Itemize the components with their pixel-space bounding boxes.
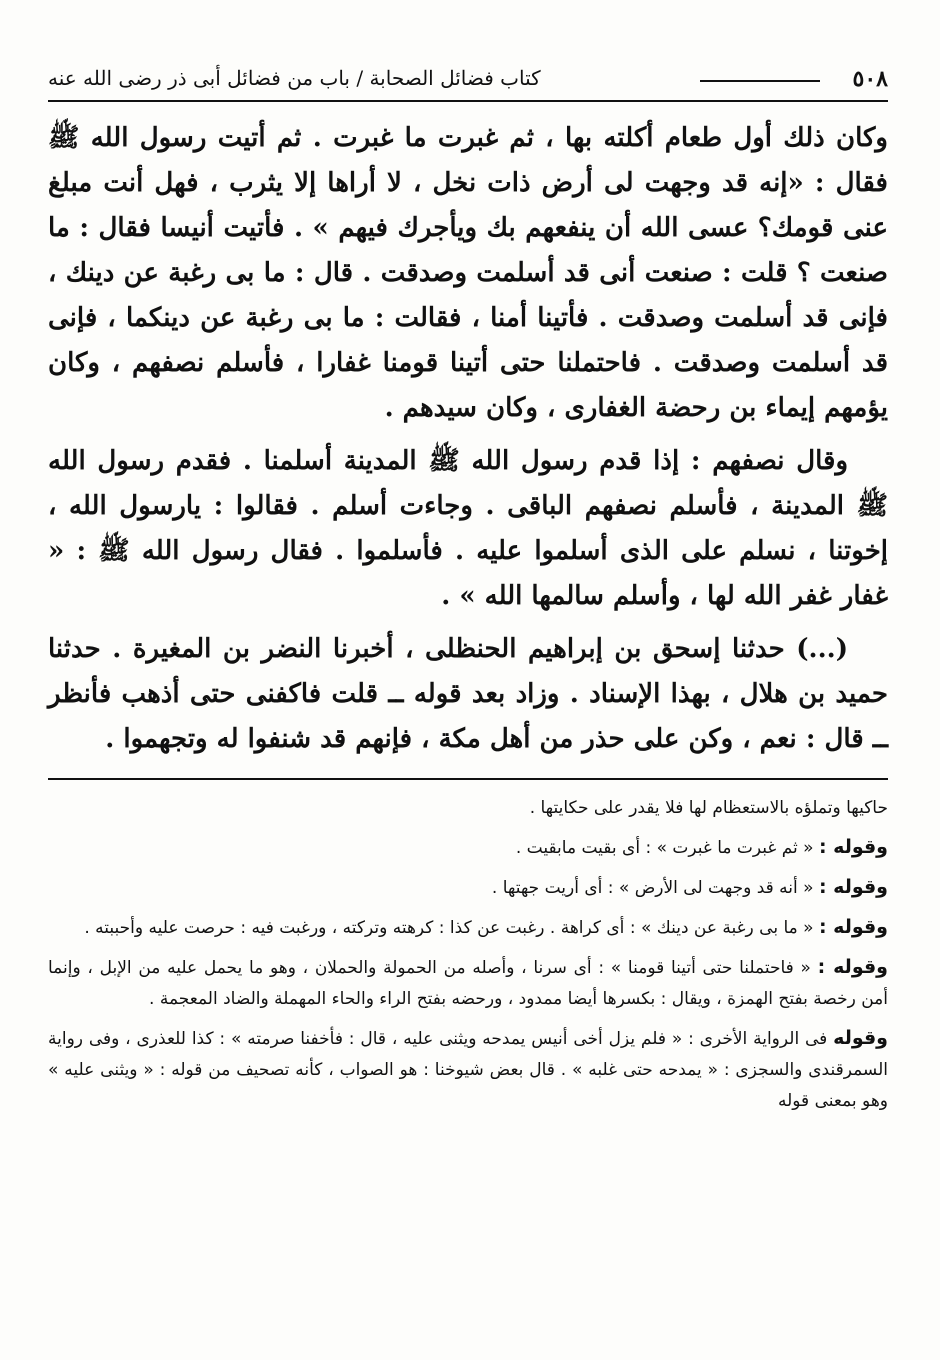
footnote-text: حاكيها وتملؤه بالاستعظام لها فلا يقدر على حكايتها . [529, 798, 888, 818]
header-rule [700, 80, 820, 82]
footnote-text: فى الرواية الأخرى : « فلم يزل أخى أنيس يمدحه ويثنى عليه ، قال : فأخفنا صرمته » : كذا للعذرى ، وفى رواية السمرقندى والسجزى : « يمدحه حتى غلبه » . قال بعض شيوخنا : هو الصواب ، كأنه تصحيف من قوله : « ويثنى عليه » وهو بمعنى قوله [48, 1029, 888, 1111]
footnote-separator [48, 778, 888, 780]
footnote-text: « ثم غبرت ما غبرت » : أى بقيت مابقيت . [515, 838, 814, 858]
main-paragraph: وقال نصفهم : إذا قدم رسول الله ﷺ المدينة أسلمنا . فقدم رسول الله ﷺ المدينة ، فأسلم نصفهم الباقى . وجاءت أسلم . فقالوا : يارسول الله ، إخوتنا ، نسلم على الذى أسلموا عليه . فأسلموا . فقال رسول الله ﷺ : « غفار غفر الله لها ، وأسلم سالمها الله » . [48, 446, 888, 611]
footnote-lead: وقوله : [818, 916, 888, 938]
main-paragraph: وكان ذلك أول طعام أكلته بها ، ثم غبرت ما غبرت . ثم أتيت رسول الله ﷺ فقال : «إنه قد وجهت لى أرض ذات نخل ، لا أراها إلا يثرب ، فهل أنت مبلغ عنى قومك؟ عسى الله أن ينفعهم بك ويأجرك فيهم » . فأتيت أنيسا فقال : ما صنعت ؟ قلت : صنعت أنى قد أسلمت وصدقت . قال : ما بى رغبة عن دينك ، فإنى قد أسلمت وصدقت . فأتينا أمنا ، فقالت : ما بى رغبة عن دينكما ، فإنى قد أسلمت وصدقت . فاحتملنا حتى أتينا قومنا غفارا ، فأسلم نصفهم ، وكان يؤمهم إيماء بن رحضة الغفارى ، وكان سيدهم . [48, 123, 888, 423]
footnote [48, 832, 888, 864]
footnote [48, 912, 888, 944]
page-header [48, 60, 888, 102]
footnote [48, 952, 888, 1015]
page-number: ٥٠٨ [852, 66, 888, 92]
footnote-text: « ما بى رغبة عن دينك » : أى كراهة . رغبت عن كذا : كرهته وتركته ، ورغبت فيه : حرصت عليه وأحببته . [84, 918, 814, 938]
footnote-text: « فاحتملنا حتى أتينا قومنا » : أى سرنا ، وأصله من الحمولة والحملان ، وهو ما يحمل عليه من الإبل ، وإنما أمن رخصة بفتح الهمزة ، ويقال : بكسرها أيضا ممدود ، ورحضه بفتح الراء والحاء المهملة والضاد المعجمة . [48, 958, 888, 1009]
footnote [48, 792, 888, 824]
footnote-lead: وقوله : [818, 876, 888, 898]
footnote-lead: وقوله : [818, 836, 888, 858]
footnote [48, 1023, 888, 1117]
running-title: كتاب فضائل الصحابة / باب من فضائل أبى ذر رضى الله عنه [48, 66, 541, 90]
footnote-lead: وقوله : [817, 956, 888, 978]
footnote-text: « أنه قد وجهت لى الأرض » : أى أريت جهتها . [491, 878, 814, 898]
footnotes [48, 792, 888, 1117]
footnote [48, 872, 888, 904]
main-paragraph: (...) حدثنا إسحق بن إبراهيم الحنظلى ، أخبرنا النضر بن المغيرة . حدثنا حميد بن هلال ، بهذا الإسناد . وزاد بعد قوله ــ قلت فاكفنى حتى أذهب فأنظر ــ قال : نعم ، وكن على حذر من أهل مكة ، فإنهم قد شنفوا له وتجهموا . [48, 634, 888, 754]
footnote-lead: وقوله [833, 1027, 888, 1049]
main-text [48, 116, 888, 762]
